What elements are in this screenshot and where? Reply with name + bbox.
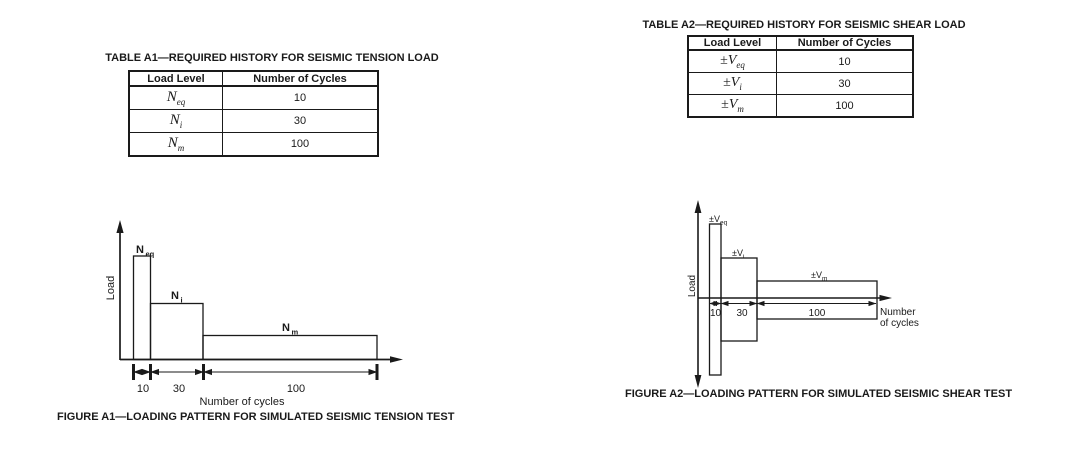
load-step-ni bbox=[151, 304, 204, 360]
load-symbol-vm: $\pm V_m$ bbox=[721, 96, 744, 114]
dim-label-100: 100 bbox=[808, 308, 826, 319]
load-symbol-veq: $\pm V_{eq}$ bbox=[720, 52, 745, 70]
table-a2-title: TABLE A2—REQUIRED HISTORY FOR SEISMIC SHEAR LOAD bbox=[642, 19, 966, 31]
load-step-neq bbox=[134, 256, 151, 360]
dim-label-10: 10 bbox=[709, 308, 722, 319]
load-symbol-neq: $N_{eq}$ bbox=[166, 88, 186, 107]
table-a2-col-cycles: Number of Cycles bbox=[777, 36, 914, 50]
table-a1-header-row bbox=[129, 71, 378, 86]
x-axis-arrow-icon bbox=[880, 295, 893, 301]
load-step-veq bbox=[710, 224, 722, 375]
bar-label-veq: $\pm V_{eq}$ bbox=[709, 214, 728, 227]
load-step-vi bbox=[721, 258, 757, 341]
load-symbol-nm: $N_m$ bbox=[167, 134, 185, 153]
x-axis-label-line2: of cycles bbox=[880, 318, 919, 329]
bar-label-vi: $\pm V_i$ bbox=[732, 248, 745, 261]
dim-label-30: 30 bbox=[736, 308, 748, 319]
cycles-value: 100 bbox=[223, 133, 379, 157]
table-a1-col-cycles: Number of Cycles bbox=[223, 71, 379, 86]
bar-label-neq: N $_{eq}$ bbox=[136, 244, 155, 259]
y-axis-arrow-up-icon bbox=[695, 200, 702, 213]
table-a1 bbox=[128, 70, 379, 157]
figure-a1 bbox=[50, 215, 470, 415]
dim-label-30: 30 bbox=[172, 383, 186, 395]
x-axis-arrow-icon bbox=[390, 356, 403, 363]
cycles-value: 30 bbox=[777, 73, 914, 95]
table-row bbox=[129, 86, 378, 110]
y-axis-arrow-icon bbox=[116, 220, 123, 233]
y-axis-label: Load bbox=[105, 275, 117, 301]
load-step-nm bbox=[203, 336, 377, 360]
table-row bbox=[688, 50, 913, 73]
y-axis-label: Load bbox=[687, 274, 698, 298]
dim-label-100: 100 bbox=[286, 383, 306, 395]
load-symbol-ni: $N_i$ bbox=[169, 111, 183, 130]
y-axis-arrow-down-icon bbox=[695, 375, 702, 388]
table-row bbox=[688, 95, 913, 118]
table-row bbox=[129, 133, 378, 157]
x-axis-label: Number of cycles bbox=[199, 396, 285, 408]
figure-a2 bbox=[620, 195, 920, 395]
bar-label-vm: $\pm V_m$ bbox=[811, 270, 828, 283]
table-a2-header-row bbox=[688, 36, 913, 50]
table-row bbox=[129, 110, 378, 133]
table-a2 bbox=[687, 35, 914, 118]
x-axis-label-line1: Number bbox=[880, 307, 916, 318]
figure-a2-caption: FIGURE A2—LOADING PATTERN FOR SIMULATED SEISMIC SHEAR TEST bbox=[625, 388, 1013, 400]
dim-label-10: 10 bbox=[136, 383, 150, 395]
figure-a1-caption: FIGURE A1—LOADING PATTERN FOR SIMULATED SEISMIC TENSION TEST bbox=[57, 411, 455, 423]
cycles-value: 10 bbox=[223, 86, 379, 110]
cycles-value: 30 bbox=[223, 110, 379, 133]
cycles-value: 10 bbox=[777, 50, 914, 73]
table-row bbox=[688, 73, 913, 95]
table-a2-col-load-level: Load Level bbox=[688, 36, 777, 50]
load-symbol-vi: $\pm V_i$ bbox=[723, 74, 742, 92]
table-a1-title: TABLE A1—REQUIRED HISTORY FOR SEISMIC TENSION LOAD bbox=[105, 52, 439, 64]
bar-label-ni: N $_i$ bbox=[171, 290, 183, 305]
table-a1-col-load-level: Load Level bbox=[129, 71, 223, 86]
bar-label-nm: N $_m$ bbox=[282, 322, 299, 337]
cycles-value: 100 bbox=[777, 95, 914, 118]
